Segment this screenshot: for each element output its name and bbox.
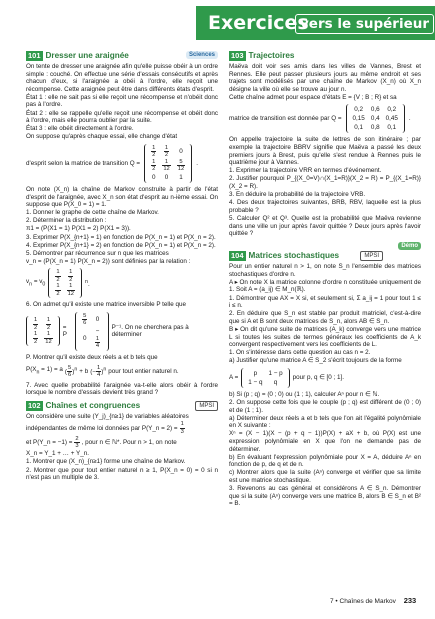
question-5: 5. Calculer Q² et Q³. Quelle est la probabilité que Maëva revienne dans une ville un jour après l'avoir quittée ? Deux jours après l'avoir quittée ? bbox=[229, 214, 421, 238]
transition-matrix-line: d'esprit selon la matrice de transition Q = $\frac{1}{2}$ $\frac{1}{2}$ 0 $\frac{1}{2}$ $\frac{1}{12}$ $\frac{5}{12}$ 0 0 1 . bbox=[26, 144, 198, 181]
paragraph: On suppose qu'après chaque essai, elle change d'état bbox=[26, 133, 178, 141]
chapter-label: 7 • Chaînes de Markov bbox=[330, 598, 396, 605]
paragraph: On tente de dresser une araignée afin qu'elle puisse obéir à un ordre simple : couché. On effectue une série d'essais consécutifs et après chacun d'eux, si l'araignée a obéi à l'ordre, elle reçoit une récompense. Cette araignée peut être dans différents états d'esprit. bbox=[26, 63, 218, 93]
page-header bbox=[0, 0, 435, 44]
q6d: pour tout entier naturel n. bbox=[108, 367, 179, 375]
matrix-recurrence: $\frac{1}{2}$ $\frac{1}{2}$ $\frac{1}{2}$ $\frac{1}{12}$ bbox=[48, 268, 82, 298]
sum-definition: X_n = Y_1 + … + Y_n. bbox=[26, 450, 89, 458]
exercise-title: Trajectoires bbox=[248, 51, 295, 60]
left-column bbox=[26, 50, 218, 482]
header-title: Exercices bbox=[208, 12, 309, 34]
paragraph: On appelle trajectoire la suite de lettres de son itinéraire ; par exemple la trajectoire BBRV signifie que Maëva a passé les deux premiers jours à Brest, puis qu'elle s'est rendue à Rennes puis le quatrième jour à Vannes. bbox=[229, 136, 421, 167]
part-a-q2: 2. En déduire que S_n est stable par produit matriciel, c'est-à-dire que si A et B sont deux matrices de S_n, alors AB ∈ S_n. bbox=[229, 310, 421, 325]
right-column bbox=[229, 50, 421, 508]
question-1: 1. Exprimer la trajectoire VRR en termes d'événement. bbox=[229, 167, 382, 175]
part-b: B ▸ On dit qu'une suite de matrices (A_k) converge vers une matrice L si toutes les suites de termes généraux les coefficients de A_k convergent respectivement vers les coefficients de L. bbox=[229, 325, 421, 349]
exercise-103-header bbox=[229, 51, 421, 61]
question-4: 4. Exprimer P(X_{n+1} = 2) en fonction de P(X_n = 1) et P(X_n = 2). bbox=[26, 241, 216, 249]
matrix-a-form: A = p 1 − p 1 − q q pour p, q ∈ [0 ; 1]. bbox=[229, 369, 344, 386]
exercise-number: 103 bbox=[231, 51, 244, 60]
part-b-q1a: a) Justifier qu'une matrice A ∈ S_2 s'écrit toujours de la forme bbox=[229, 357, 402, 365]
probability-formula: $P(X_n = 1) = a$ ( $\frac{5}{6}$ )$^n$ + b (− $\frac{1}{4}$ )$^n$ pour tout entier naturel n. bbox=[26, 364, 179, 379]
state-3: État 3 : elle obéit directement à l'ordre. bbox=[26, 125, 134, 133]
sciences-tag: Sciences bbox=[186, 51, 218, 59]
part-b-q2: 2. On suppose cette fois que le couple (p ; q) est différent de (0 ; 0) et de (1 ; 1). bbox=[229, 399, 421, 414]
matrix-q: 0,2 0,6 0,2 0,15 0,4 0,45 0,1 0,8 0,1 bbox=[346, 104, 405, 133]
exercise-number: 101 bbox=[28, 51, 41, 60]
header-subtitle: vers le supérieur bbox=[295, 14, 434, 34]
recurrence-formula: $v_n = v_0$ $\frac{1}{2}$ $\frac{1}{2}$ $\frac{1}{2}$ $\frac{1}{12}$ $^n$. bbox=[26, 269, 90, 297]
question-3: 3. Exprimer P(X_{n+1} = 1) en fonction de P(X_n = 1) et P(X_n = 2). bbox=[26, 233, 216, 241]
page-footer bbox=[330, 596, 416, 606]
law-line: indépendantes de même loi données par P(Y_n = 2) = $\frac{1}{3}$ bbox=[26, 421, 184, 435]
paragraph: On considère une suite (Y_j)_{n≥1} de variables aléatoires bbox=[26, 413, 189, 421]
demo-tag: Démo bbox=[398, 242, 421, 250]
question-2: 2. Justifier pourquoi P_{(X_0=V)∩(X_1=R)}(X_2 = R) = P_{(X_1=R)}(X_2 = R). bbox=[229, 175, 421, 191]
part-b-q2b: b) En évaluant l'expression polynômiale pour X = A, déduire Aⁿ en fonction de p, de q et de n. bbox=[229, 453, 421, 469]
matrix-caption: d'esprit selon la matrice de transition Q = bbox=[26, 159, 141, 167]
question-1: 1. Donner le graphe de cette chaîne de Markov. bbox=[26, 209, 159, 217]
q6b: P⁻¹. On ne cherchera pas à déterminer bbox=[111, 323, 189, 339]
part-b-q1: 1. On s'intéresse dans cette question au cas n = 2. bbox=[229, 349, 371, 357]
state-2: État 2 : elle se rappelle qu'elle reçoit une récompense et obéit donc à l'ordre, mais elle pourra oublier par la suite. bbox=[26, 109, 218, 125]
page-number: 233 bbox=[403, 596, 417, 605]
question-1: 1. Montrer que (X_n)_{n≥1} forme une chaîne de Markov. bbox=[26, 458, 186, 466]
question-6: 6. On admet qu'il existe une matrice inversible P telle que bbox=[26, 301, 186, 309]
question-7: 7. Avec quelle probabilité l'araignée va-t-elle alors obéir à l'ordre lorsque le nombre d'essais devient très grand ? bbox=[26, 381, 218, 397]
paragraph: Cette chaîne admet pour espace d'états E = {V ; B ; R} et sa bbox=[229, 93, 397, 101]
question-5b: v_n = (P(X_n = 1) P(X_n = 2)) sont définies par la relation : bbox=[26, 257, 191, 265]
transition-matrix-line: matrice de transition est donnée par Q = 0,2 0,6 0,2 0,15 0,4 0,45 0,1 0,8 0,1 . bbox=[229, 106, 411, 132]
mpsi-tag: MPSI bbox=[360, 251, 383, 261]
part-b-q2a: a) Déterminer deux réels a et b tels que l'on ait l'égalité polynômiale en X suivante : bbox=[229, 414, 421, 430]
exercise-104-header bbox=[229, 243, 421, 261]
part-b-q3: 3. Revenons au cas général et considérons A ∈ S_n. Démontrer que si la suite (Aⁿ) converge vers une matrice B, alors B ∈ S_n et B² = B. bbox=[229, 485, 421, 508]
question-2: 2. Déterminer la distribution : bbox=[26, 217, 107, 225]
exercise-title: Matrices stochastiques bbox=[248, 251, 340, 261]
part-b-q2c: c) Montrer alors que la suite (Aⁿ) converge et vérifier que sa limite est une matrice stochastique. bbox=[229, 469, 421, 484]
matrix-q: $\frac{1}{2}$ $\frac{1}{2}$ 0 $\frac{1}{2}$ $\frac{1}{12}$ $\frac{5}{12}$ 0 0 1 bbox=[144, 144, 192, 183]
distribution: π1 = (P(X1 = 1) P(X1 = 2) P(X1 = 3)). bbox=[26, 225, 131, 233]
exercise-title: Dresser une araignée bbox=[45, 51, 129, 60]
paragraph: Pour un entier naturel n > 1, on note S_n l'ensemble des matrices stochastiques d'ordre n. bbox=[229, 263, 421, 278]
exercise-102-header bbox=[26, 401, 218, 411]
part-a: A ▸ On note X la matrice colonne d'ordre n constituée uniquement de 1. Soit A = (a_ij) ∈ M_n(ℝ). bbox=[229, 278, 421, 294]
part-b-q2a-formula: Xⁿ = (X − 1)(X − (p + q − 1))P(X) + aX + b, où P(X) est une expression polynômiale en X que l'on ne demande pas de déterminer. bbox=[229, 430, 421, 453]
exercise-101-header bbox=[26, 51, 218, 61]
question-3: 3. En déduire la probabilité de la trajectoire VRB. bbox=[229, 191, 366, 199]
question-5: 5. Démontrer par récurrence sur n que les matrices bbox=[26, 249, 169, 257]
diagonalisation-formula: $\frac{1}{2}$ $\frac{1}{2}$ $\frac{1}{2}$ $\frac{1}{12}$ = P $\frac{5}{6}$ 0 0 − $\frac{1}{4}$ P⁻¹. On ne cherchera pas à déterminer bbox=[26, 312, 218, 351]
part-a-q1: 1. Démontrer que AX = X si, et seulement si, Σ a_ij = 1 pour tout 1 ≤ i ≤ n. bbox=[229, 294, 421, 310]
question-6c: P. Montrer qu'il existe deux réels a et b tels que bbox=[26, 353, 158, 361]
question-4: 4. Des deux trajectoires suivantes, BRB, RBV, laquelle est la plus probable ? bbox=[229, 199, 421, 214]
law-line-2: et P(Y_n = −1) = $\frac{2}{3}$ , pour n ∈ ℕ*. Pour n > 1, on note bbox=[26, 435, 177, 450]
exercise-number: 104 bbox=[231, 251, 244, 261]
question-2: 2. Montrer que pour tout entier naturel n ≥ 1, P(X_n = 0) = 0 si n n'est pas un multiple de 3. bbox=[26, 466, 218, 482]
exercise-number: 102 bbox=[28, 401, 41, 411]
state-1: État 1 : elle ne sait pas si elle reçoit une récompense et n'obéit donc pas à l'ordre. bbox=[26, 93, 218, 109]
part-b-q1b: b) Si (p ; q) = (0 ; 0) ou (1 ; 1), calculer Aⁿ pour n ∈ ℕ. bbox=[229, 390, 380, 398]
paragraph: On note (X_n) la chaîne de Markov construite à partir de l'état d'esprit de l'araignée, avec X_n son état d'esprit au n-ième essai. On suppose que P(X_0 = 1) = 1. bbox=[26, 185, 218, 209]
exercise-title: Chaînes et congruences bbox=[45, 401, 141, 411]
paragraph: Maëva doit voir ses amis dans les villes de Vannes, Brest et Rennes. Elle peut passer plusieurs jours au même endroit et ses trajets sont modélisés par une chaîne de Markov (X_n) où X_n désigne la ville où elle se trouve au jour n. bbox=[229, 63, 421, 93]
mpsi-tag: MPSI bbox=[195, 401, 218, 411]
